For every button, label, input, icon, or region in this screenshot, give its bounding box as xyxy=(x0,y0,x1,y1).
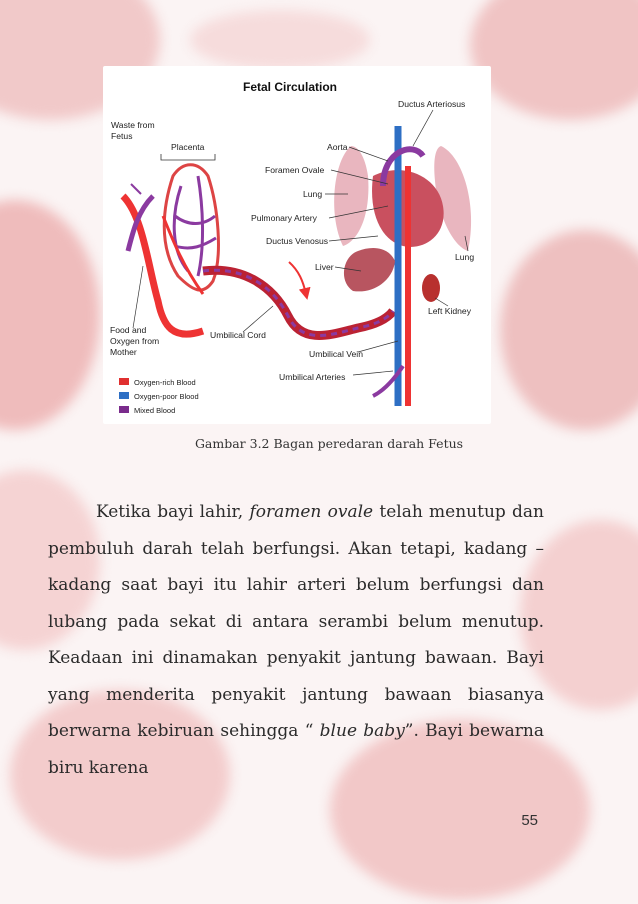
diagram-title: Fetal Circulation xyxy=(243,80,338,94)
svg-text:Mixed Blood: Mixed Blood xyxy=(134,406,176,415)
italic-term-foramen-ovale: foramen ovale xyxy=(249,502,374,522)
legend-swatch-oxygen-poor xyxy=(119,392,129,399)
fetal-circulation-diagram xyxy=(103,66,491,424)
svg-text:Pulmonary Artery: Pulmonary Artery xyxy=(251,213,317,223)
body-text xyxy=(48,494,544,786)
italic-term-blue-baby: blue baby xyxy=(319,721,405,741)
svg-text:Foramen Ovale: Foramen Ovale xyxy=(265,165,325,175)
svg-text:Oxygen from: Oxygen from xyxy=(110,336,160,346)
legend xyxy=(119,378,199,415)
svg-text:Mother: Mother xyxy=(110,347,137,357)
svg-text:Liver: Liver xyxy=(315,262,334,272)
legend-swatch-mixed xyxy=(119,406,129,413)
left-lung xyxy=(334,146,368,246)
svg-text:Umbilical Vein: Umbilical Vein xyxy=(309,349,363,359)
svg-text:Aorta: Aorta xyxy=(327,142,348,152)
svg-text:Fetus: Fetus xyxy=(111,131,133,141)
svg-text:Umbilical Cord: Umbilical Cord xyxy=(210,330,266,340)
svg-text:Oxygen-poor Blood: Oxygen-poor Blood xyxy=(134,392,199,401)
legend-swatch-oxygen-rich xyxy=(119,378,129,385)
page-number: 55 xyxy=(521,812,538,829)
figure-caption: Gambar 3.2 Bagan peredaran darah Fetus xyxy=(194,436,464,451)
svg-text:Lung: Lung xyxy=(455,252,475,262)
svg-text:Lung: Lung xyxy=(303,189,323,199)
svg-text:Left Kidney: Left Kidney xyxy=(428,306,471,316)
paragraph xyxy=(48,494,544,786)
svg-text:Waste from: Waste from xyxy=(111,120,155,130)
svg-text:Food and: Food and xyxy=(110,325,147,335)
paragraph-text-2: telah menutup dan pembuluh darah telah berfungsi. Akan tetapi, kadang – kadang saat bayi itu lahir arteri belum berfungsi dan lubang pada sekat di antara serambi belum menutup. Keadaan ini dinamakan penyakit jantung bawaan. Bayi yang menderita penyakit jantung bawaan biasanya berwarna kebiruan sehingga “ xyxy=(48,502,544,741)
svg-text:Oxygen-rich Blood: Oxygen-rich Blood xyxy=(134,378,196,387)
left-kidney xyxy=(422,274,440,302)
paragraph-text-3: ”. Bayi bewarna biru karena xyxy=(48,721,544,778)
paragraph-text-1: Ketika bayi lahir, xyxy=(96,502,250,522)
diagram-svg xyxy=(103,66,491,424)
svg-text:Umbilical Arteries: Umbilical Arteries xyxy=(279,372,346,382)
svg-text:Ductus Arteriosus: Ductus Arteriosus xyxy=(398,99,466,109)
svg-text:Ductus Venosus: Ductus Venosus xyxy=(266,236,329,246)
svg-text:Placenta: Placenta xyxy=(171,142,205,152)
